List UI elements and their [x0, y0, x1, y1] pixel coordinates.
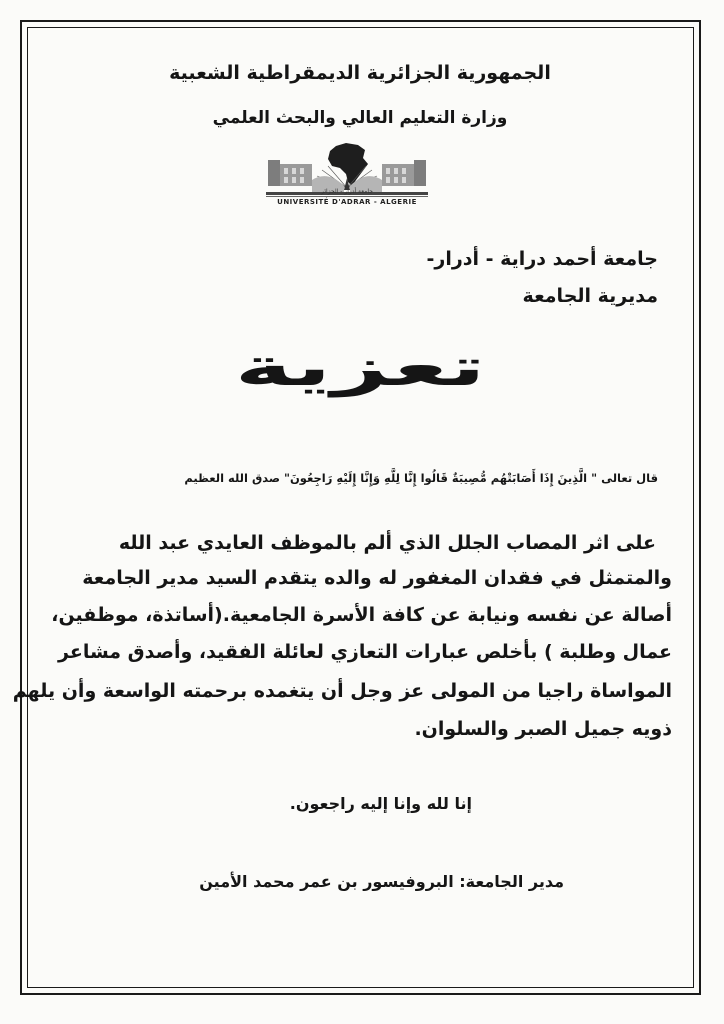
ministry-header: وزارة التعليم العالي والبحث العلمي — [212, 108, 508, 128]
document-title — [40, 338, 680, 398]
directorate-name: مديرية الجامعة — [522, 285, 658, 307]
body-line: والمتمثل في فقدان المغفور له والده يتقدم السيد مدير الجامعة — [82, 567, 672, 589]
republic-header: الجمهورية الجزائرية الديمقراطية الشعبية — [169, 62, 551, 84]
quran-verse: قال تعالى " الَّذِينَ إِذَا أَصَابَتْهُم مُّصِيبَةٌ قَالُوا إِنَّا لِلَّهِ وَإِنَّا إِلَيْهِ رَاجِعُونَ" صدق الله العظيم — [184, 471, 658, 485]
body-line: ذويه جميل الصبر والسلوان. — [414, 718, 672, 740]
logo-arabic-caption: جامعة أدرار - الجزائر — [321, 188, 373, 195]
closing-phrase: إنا لله وإنا إليه راجعون. — [289, 794, 472, 813]
body-line: عمال وطلبة ) بأخلص عبارات التعازي لعائلة الفقيد، وأصدق مشاعر — [58, 641, 672, 663]
body-line: المواساة راجيا من المولى عز وجل أن يتغمده برحمته الواسعة وأن يلهم — [12, 680, 672, 702]
body-line: على اثر المصاب الجلل الذي ألم بالموظف العايدي عبد الله — [118, 532, 656, 554]
signature-line: مدير الجامعة: البروفيسور بن عمر محمد الأمين — [199, 872, 564, 891]
university-name: جامعة أحمد دراية - أدرار- — [426, 248, 658, 270]
logo-french-caption: UNIVERSITÉ D'ADRAR - ALGERIE — [277, 198, 417, 206]
body-line: أصالة عن نفسه ونيابة عن كافة الأسرة الجامعية.(أساتذة، موظفين، — [51, 604, 672, 626]
title-text: تعزية — [234, 338, 486, 398]
